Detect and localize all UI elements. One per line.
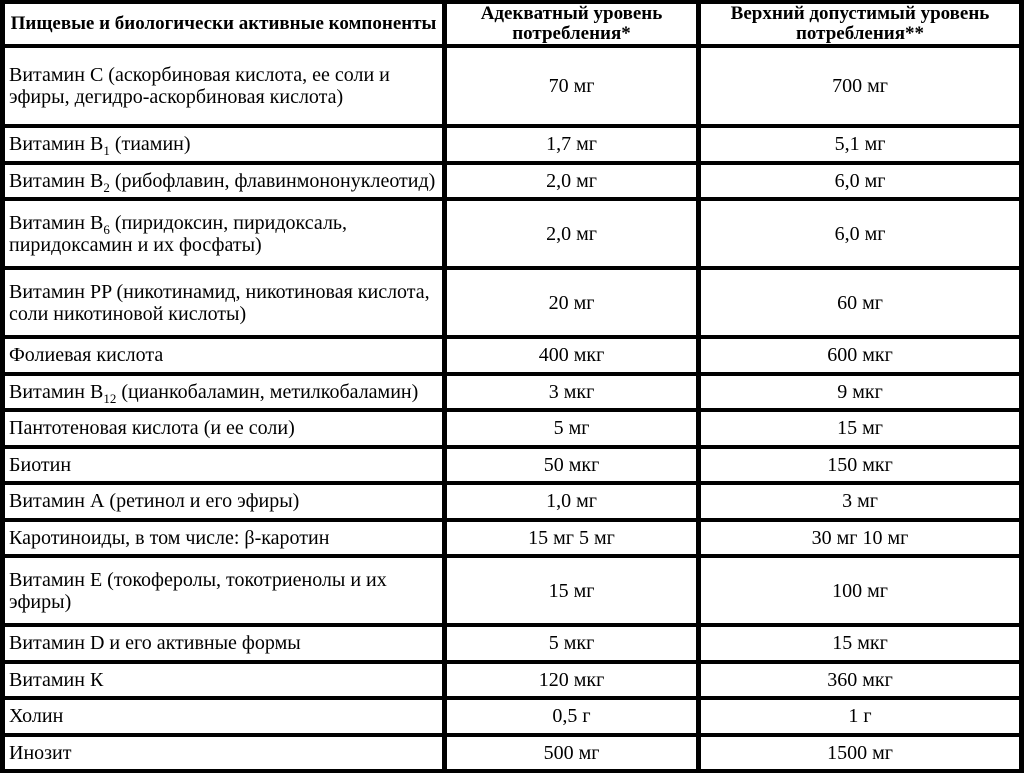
component-name: Холин xyxy=(5,700,442,733)
component-name: Витамин D и его активные формы xyxy=(5,627,442,660)
table-row xyxy=(5,48,1019,124)
table-row xyxy=(5,201,1019,266)
adequate-value: 15 мг 5 мг xyxy=(447,522,696,555)
component-name-subscript: 2 xyxy=(103,179,110,195)
adequate-value: 2,0 мг xyxy=(447,201,696,266)
upper-value: 9 мкг xyxy=(701,376,1019,409)
component-name-subscript: 6 xyxy=(103,221,110,237)
adequate-value: 1,0 мг xyxy=(447,485,696,518)
table-row xyxy=(5,700,1019,733)
header-row xyxy=(5,4,1019,44)
adequate-value: 5 мг xyxy=(447,412,696,445)
table-row xyxy=(5,664,1019,697)
adequate-value: 500 мг xyxy=(447,737,696,770)
table-row xyxy=(5,449,1019,482)
table-row xyxy=(5,339,1019,372)
component-name: Витамин Е (токоферолы, токотриенолы и их эфиры) xyxy=(5,558,442,623)
header-upper-level: Верхний допустимый уровень потребления** xyxy=(701,4,1019,44)
table-row xyxy=(5,485,1019,518)
component-name: Каротиноиды, в том числе: β-каротин xyxy=(5,522,442,555)
adequate-value: 1,7 мг xyxy=(447,128,696,161)
component-name: Витамин PP (никотинамид, никотиновая кислота, соли никотиновой кислоты) xyxy=(5,270,442,335)
adequate-value: 50 мкг xyxy=(447,449,696,482)
table-row xyxy=(5,412,1019,445)
table-row xyxy=(5,128,1019,161)
component-name-detail: (тиамин) xyxy=(109,133,191,156)
upper-value: 1500 мг xyxy=(701,737,1019,770)
adequate-value: 0,5 г xyxy=(447,700,696,733)
component-name: Витамин С (аскорбиновая кислота, ее соли и эфиры, дегидро-аскорбиновая кислота) xyxy=(5,48,442,124)
adequate-value: 70 мг xyxy=(447,48,696,124)
component-name-main: Витамин B xyxy=(9,169,104,192)
table-row xyxy=(5,376,1019,409)
upper-value: 700 мг xyxy=(701,48,1019,124)
adequate-value: 20 мг xyxy=(447,270,696,335)
component-name: Витамин А (ретинол и его эфиры) xyxy=(5,485,442,518)
component-name xyxy=(5,128,442,161)
upper-value: 100 мг xyxy=(701,558,1019,623)
table-row xyxy=(5,165,1019,198)
adequate-value: 5 мкг xyxy=(447,627,696,660)
upper-value: 6,0 мг xyxy=(701,201,1019,266)
component-name: Биотин xyxy=(5,449,442,482)
table-row xyxy=(5,522,1019,555)
component-name-subscript: 1 xyxy=(103,143,110,159)
adequate-value: 3 мкг xyxy=(447,376,696,409)
component-name-main: Витамин B xyxy=(9,133,104,156)
component-name-subscript: 12 xyxy=(103,390,117,406)
component-name-main: Витамин B xyxy=(9,211,104,234)
table-row xyxy=(5,737,1019,770)
adequate-value: 400 мкг xyxy=(447,339,696,372)
upper-value: 15 мкг xyxy=(701,627,1019,660)
upper-value: 30 мг 10 мг xyxy=(701,522,1019,555)
component-name: Инозит xyxy=(5,737,442,770)
upper-value: 5,1 мг xyxy=(701,128,1019,161)
adequate-value: 120 мкг xyxy=(447,664,696,697)
table-row xyxy=(5,558,1019,623)
upper-value: 360 мкг xyxy=(701,664,1019,697)
upper-value: 3 мг xyxy=(701,485,1019,518)
header-component: Пищевые и биологически активные компоненты xyxy=(5,4,442,44)
component-name: Фолиевая кислота xyxy=(5,339,442,372)
upper-value: 6,0 мг xyxy=(701,165,1019,198)
component-name-detail: (рибофлавин, флавинмононуклеотид) xyxy=(109,169,436,192)
component-name-detail: (цианкобаламин, метилкобаламин) xyxy=(116,380,419,403)
adequate-value: 15 мг xyxy=(447,558,696,623)
upper-value: 150 мкг xyxy=(701,449,1019,482)
upper-value: 600 мкг xyxy=(701,339,1019,372)
component-name: Витамин К xyxy=(5,664,442,697)
upper-value: 15 мг xyxy=(701,412,1019,445)
table-row xyxy=(5,270,1019,335)
component-name xyxy=(5,165,442,198)
component-name xyxy=(5,201,442,266)
component-name-detail: (пиридоксин, пиридоксаль, пиридоксамин и их фосфаты) xyxy=(9,211,348,256)
upper-value: 60 мг xyxy=(701,270,1019,335)
component-name: Пантотеновая кислота (и ее соли) xyxy=(5,412,442,445)
header-adequate-level: Адекватный уровень потребления* xyxy=(447,4,696,44)
table-row xyxy=(5,627,1019,660)
component-name xyxy=(5,376,442,409)
adequate-value: 2,0 мг xyxy=(447,165,696,198)
component-name-main: Витамин B xyxy=(9,380,104,403)
upper-value: 1 г xyxy=(701,700,1019,733)
